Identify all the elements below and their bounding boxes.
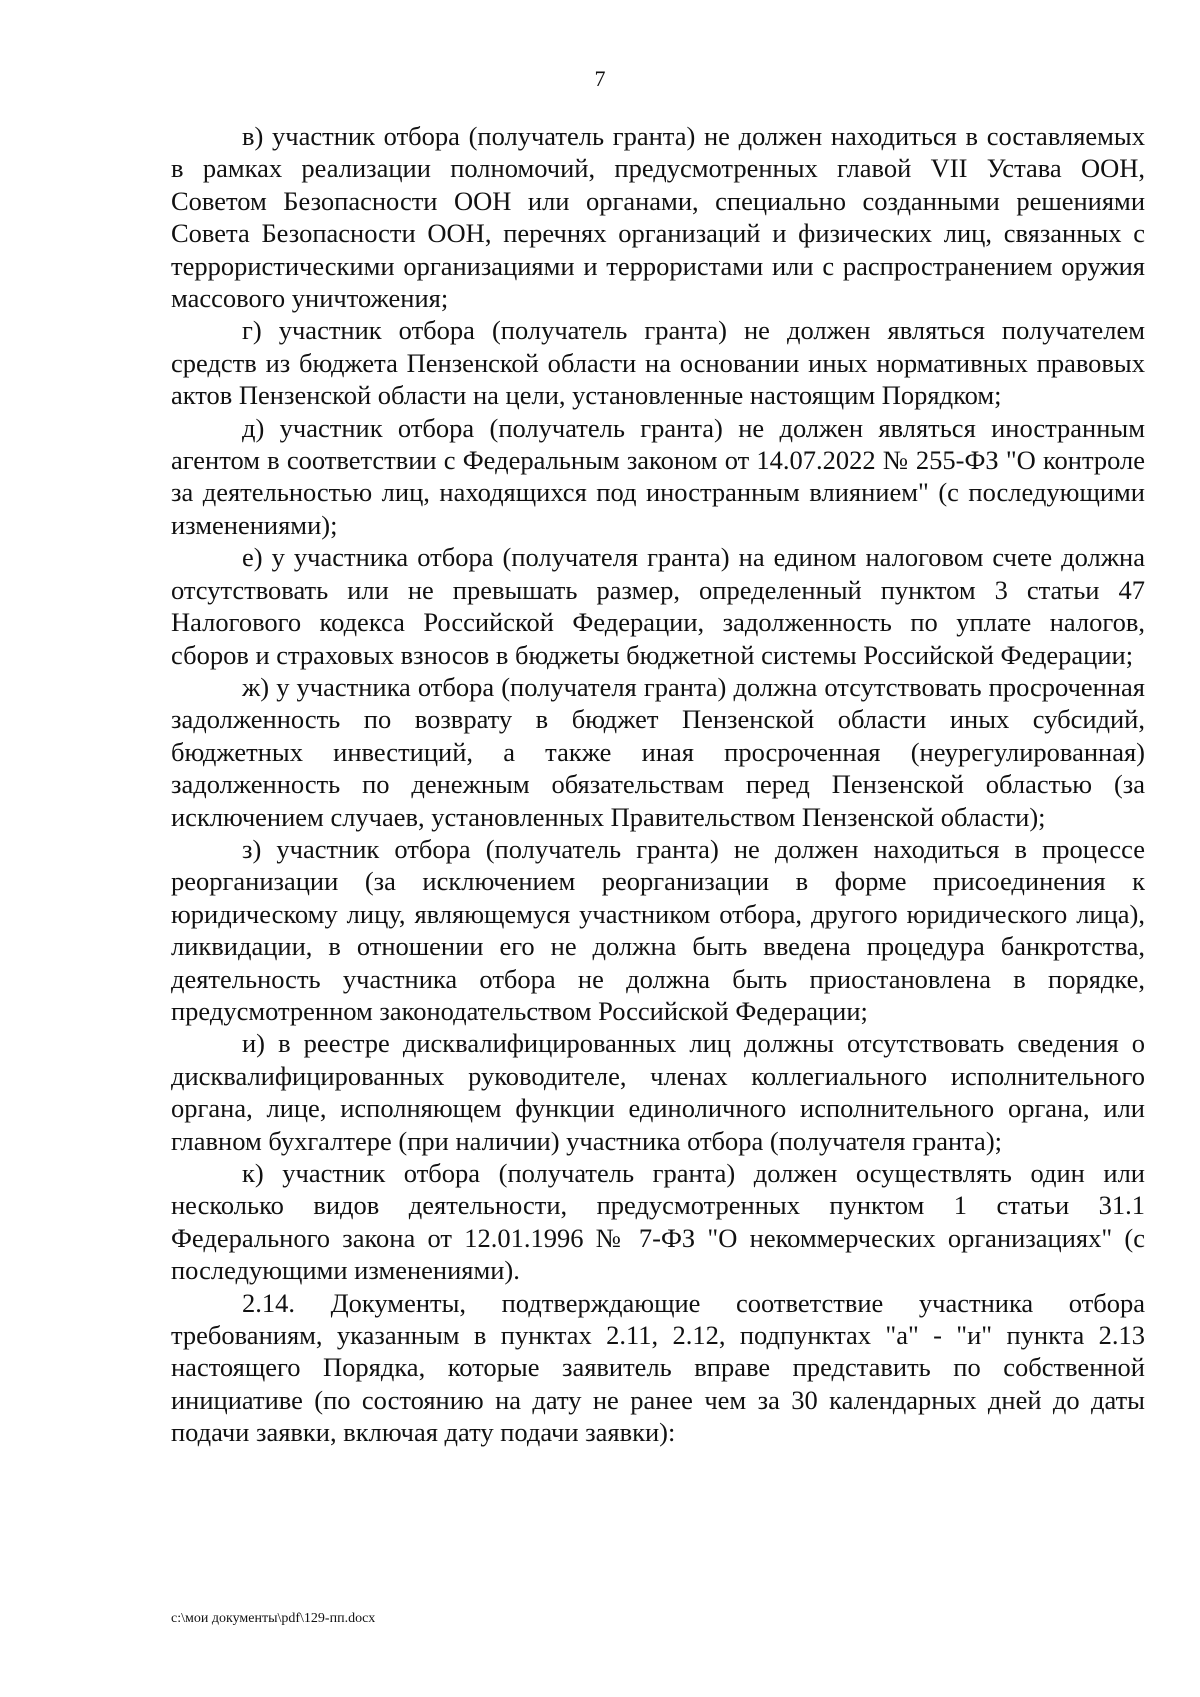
paragraph-2-14: 2.14. Документы, подтверждающие соответствие участника отбора требованиям, указанным в пунктах 2.11, 2.12, подпунктах "а" - "и" пункта 2.13 настоящего Порядка, которые заявитель вправе представить по собственной инициативе (по состоянию на дату не ранее чем за 30 календарных дней до даты подачи заявки, включая дату подачи заявки): — [171, 1287, 1145, 1448]
document-body — [171, 120, 1145, 1449]
paragraph-i: и) в реестре дисквалифицированных лиц должны отсутствовать сведения о дисквалифицированных руководителе, членах коллегиального исполнительного органа, лице, исполняющем функции единоличного исполнительного органа, или главном бухгалтере (при наличии) участника отбора (получателя гранта); — [171, 1028, 1145, 1156]
paragraph-e: е) у участника отбора (получателя гранта) на едином налоговом счете должна отсутствовать или не превышать размер, определенный пунктом 3 статьи 47 Налогового кодекса Российской Федерации, задолженность по уплате налогов, сборов и страховых взносов в бюджеты бюджетной системы Российской Федерации; — [171, 542, 1145, 670]
paragraph-z: з) участник отбора (получатель гранта) не должен находиться в процессе реорганизации (за исключением реорганизации в форме присоединения к юридическому лицу, являющемуся участником отбора, другого юридического лица), ликвидации, в отношении его не должна быть введена процедура банкротства, деятельность участника отбора не должна быть приостановлена в порядке, предусмотренном законодательством Российской Федерации; — [171, 833, 1145, 1026]
paragraph-zh: ж) у участника отбора (получателя гранта) должна отсутствовать просроченная задолженность по возврату в бюджет Пензенской области иных субсидий, бюджетных инвестиций, а также иная просроченная (неурегулированная) задолженность по денежным обязательствам перед Пензенской областью (за исключением случаев, установленных Правительством Пензенской области); — [171, 671, 1145, 832]
footer-file-path: c:\мои документы\pdf\129-пп.docx — [171, 1611, 376, 1626]
paragraph-v: в) участник отбора (получатель гранта) не должен находиться в составляемых в рамках реализации полномочий, предусмотренных главой VII Устава ООН, Советом Безопасности ООН или органами, специально созданными решениями Совета Безопасности ООН, перечнях организаций и физических лиц, связанных с террористическими организациями и террористами или с распространением оружия массового уничтожения; — [171, 121, 1145, 314]
page-number: 7 — [594, 66, 606, 91]
paragraph-k: к) участник отбора (получатель гранта) должен осуществлять один или несколько видов деятельности, предусмотренных пунктом 1 статьи 31.1 Федерального закона от 12.01.1996 № 7-ФЗ "О некоммерческих организациях" (с последующими изменениями). — [171, 1158, 1145, 1286]
paragraph-d: д) участник отбора (получатель гранта) не должен являться иностранным агентом в соответствии с Федеральным законом от 14.07.2022 № 255-ФЗ "О контроле за деятельностью лиц, находящихся под иностранным влиянием" (с последующими изменениями); — [171, 412, 1145, 540]
paragraph-g: г) участник отбора (получатель гранта) не должен являться получателем средств из бюджета Пензенской области на основании иных нормативных правовых актов Пензенской области на цели, установленные настоящим Порядком; — [171, 315, 1145, 411]
